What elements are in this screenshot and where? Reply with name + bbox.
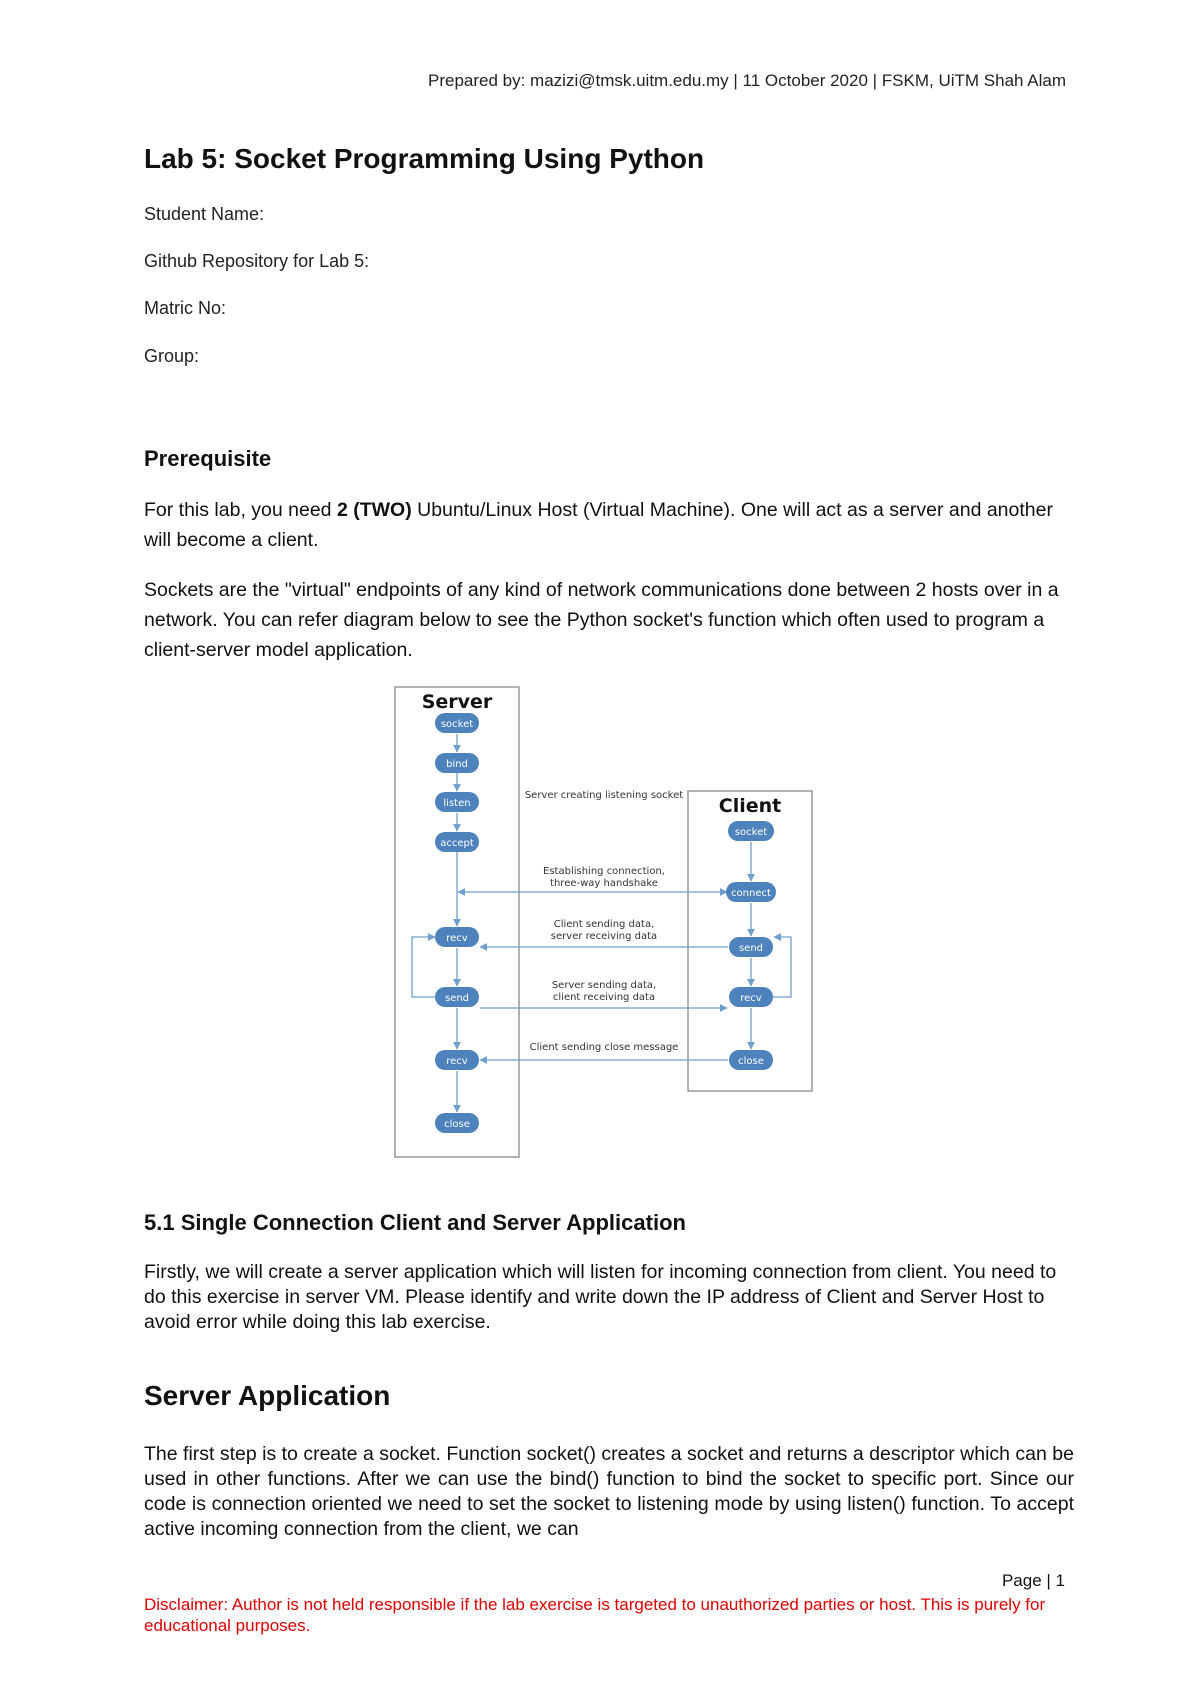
server-node-recv — [435, 927, 479, 947]
server-title: Server — [421, 691, 493, 713]
prerequisite-bold: 2 (TWO) — [336, 499, 412, 521]
client-node-recv — [729, 987, 773, 1007]
server-node-send — [435, 987, 479, 1007]
svg-text:bind: bind — [446, 759, 468, 770]
svg-text:close: close — [738, 1056, 764, 1067]
svg-text:listen: listen — [443, 798, 471, 809]
msg-handshake-1: Establishing connection, — [543, 866, 665, 877]
client-node-send — [729, 937, 773, 957]
client-title: Client — [718, 795, 782, 817]
prerequisite-paragraph-1: For this lab, you need 2 (TWO) Ubuntu/Linux Host (Virtual Machine). One will act as a server and another will become a client. — [144, 499, 1053, 551]
svg-text:recv: recv — [446, 1056, 468, 1067]
msg-client-send-2: server receiving data — [550, 931, 658, 942]
msg-server-send-1: Server sending data, — [551, 980, 657, 991]
server-application-paragraph: The first step is to create a socket. Function socket() creates a socket and returns a descriptor which can be used in other functions. After we can use the bind() function to bind the socket to specific port. Since our code is connection oriented we need to set the socket to listening mode by using listen() function. To accept active incoming connection from the client, we can — [144, 1443, 1074, 1540]
prerequisite-heading: Prerequisite — [144, 446, 272, 471]
server-node-listen — [435, 792, 479, 812]
field-student-name: Student Name: — [144, 204, 265, 224]
server-node-accept — [435, 832, 479, 852]
msg-server-send-2: client receiving data — [552, 992, 656, 1003]
msg-handshake-2: three-way handshake — [550, 878, 658, 889]
page-header: Prepared by: mazizi@tmsk.uitm.edu.my | 11 October 2020 | FSKM, UiTM Shah Alam — [428, 71, 1066, 90]
client-node-socket — [728, 821, 774, 841]
svg-text:socket: socket — [734, 827, 768, 838]
server-node-recv-close — [435, 1050, 479, 1070]
section-5-1-paragraph: Firstly, we will create a server application which will listen for incoming connection from client. You need to do this exercise in server VM. Please identify and write down the IP address of Client and Server Host to avoid error while doing this lab exercise. — [144, 1261, 1057, 1333]
msg-close: Client sending close message — [529, 1042, 679, 1053]
client-node-close — [729, 1050, 773, 1070]
svg-text:connect: connect — [731, 888, 771, 899]
section-5-1-heading: 5.1 Single Connection Client and Server Application — [144, 1210, 686, 1235]
server-application-heading: Server Application — [144, 1380, 391, 1411]
prerequisite-paragraph-2: Sockets are the "virtual" endpoints of any kind of network communications done between 2 hosts over in a network. You can refer diagram below to see the Python socket's function which often used to program a client-server model application. — [144, 579, 1059, 661]
svg-text:socket: socket — [440, 719, 474, 730]
document-title: Lab 5: Socket Programming Using Python — [144, 143, 705, 174]
field-group: Group: — [144, 346, 200, 366]
msg-client-send-1: Client sending data, — [553, 919, 655, 930]
server-node-bind — [435, 753, 479, 773]
svg-text:send: send — [444, 993, 470, 1004]
socket-flow-diagram — [392, 686, 822, 1160]
field-github-repo: Github Repository for Lab 5: — [144, 251, 370, 271]
server-node-socket — [435, 713, 479, 733]
page-number: Page | 1 — [1001, 1571, 1065, 1590]
svg-text:send: send — [738, 943, 764, 954]
svg-text:close: close — [444, 1119, 470, 1130]
msg-listening: Server creating listening socket — [524, 790, 684, 801]
svg-text:accept: accept — [440, 838, 474, 849]
svg-text:recv: recv — [740, 993, 762, 1004]
disclaimer: Disclaimer: Author is not held responsible if the lab exercise is targeted to unauthorized parties or host. This is purely for educational purposes. — [144, 1595, 1046, 1635]
field-matric-no: Matric No: — [144, 298, 227, 318]
svg-text:recv: recv — [446, 933, 468, 944]
server-node-close — [435, 1113, 479, 1133]
client-node-connect — [726, 882, 776, 902]
